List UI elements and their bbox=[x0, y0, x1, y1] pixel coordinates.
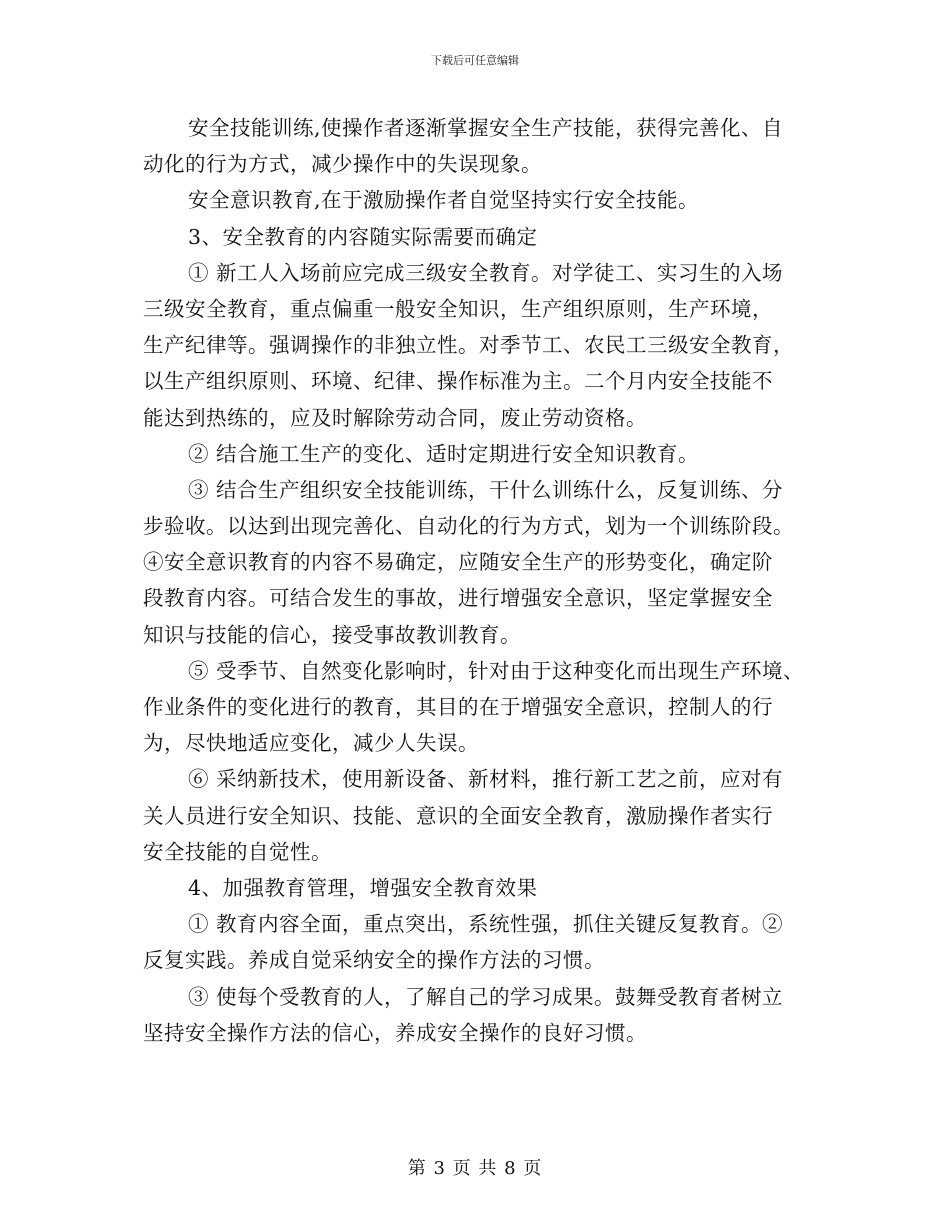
text-line: ② 结合施工生产的变化、适时定期进行安全知识教育。 bbox=[188, 441, 700, 466]
text-line: 安全技能的自觉性。 bbox=[143, 839, 332, 864]
text-line: 知识与技能的信心，接受事故教训教育。 bbox=[143, 622, 521, 647]
text-line: 反复实践。养成自觉采纳安全的操作方法的习惯。 bbox=[143, 948, 605, 973]
text-line: ① 教育内容全面，重点突出，系统性强，抓住关键反复教育。② bbox=[188, 912, 784, 937]
text-line: ③ 使每个受教育的人，了解自己的学习成果。鼓舞受教育者树立 bbox=[188, 984, 784, 1009]
text-line: 段教育内容。可结合发生的事故，进行增强安全意识，坚定掌握安全 bbox=[143, 586, 773, 611]
text-line: 4、加强教育管理，增强安全教育效果 bbox=[188, 875, 538, 900]
text-line: ③ 结合生产组织安全技能训练，干什么训练什么，反复训练、分 bbox=[188, 477, 784, 502]
text-line: ⑤ 受季节、自然变化影响时，针对由于这种变化而出现生产环境、 bbox=[188, 658, 805, 683]
text-line: 关人员进行安全知识、技能、意识的全面安全教育，激励操作者实行 bbox=[143, 803, 773, 828]
text-line: 步验收。以达到出现完善化、自动化的行为方式，划为一个训练阶段。 bbox=[143, 514, 794, 539]
text-line: ⑥ 采纳新技术，使用新设备、新材料，推行新工艺之前，应对有 bbox=[188, 767, 784, 792]
text-line: 3、安全教育的内容随实际需要而确定 bbox=[188, 224, 538, 249]
text-line: 能达到热练的，应及时解除劳动合同，废止劳动资格。 bbox=[143, 405, 647, 430]
text-line: ① 新工人入场前应完成三级安全教育。对学徒工、实习生的入场 bbox=[188, 260, 784, 285]
text-line: 安全意识教育,在于激励操作者自觉坚持实行安全技能。 bbox=[188, 188, 700, 213]
text-line: ④安全意识教育的内容不易确定，应随安全生产的形势变化，确定阶 bbox=[143, 550, 773, 575]
text-line: 为，尽快地适应变化，减少人失误。 bbox=[143, 731, 479, 756]
text-line: 生产纪律等。强调操作的非独立性。对季节工、农民工三级安全教育， bbox=[143, 333, 794, 358]
text-line: 以生产组织原则、环境、纪律、操作标准为主。二个月内安全技能不 bbox=[143, 369, 773, 394]
text-line: 坚持安全操作方法的信心，养成安全操作的良好习惯。 bbox=[143, 1020, 647, 1045]
text-line: 三级安全教育，重点偏重一般安全知识，生产组织原则，生产环境， bbox=[143, 296, 773, 321]
text-line: 动化的行为方式，减少操作中的失误现象。 bbox=[143, 152, 542, 177]
page-number-footer: 第 3 页 共 8 页 bbox=[407, 1158, 543, 1179]
page-header: 下载后可任意编辑 bbox=[431, 54, 519, 67]
text-line: 安全技能训练,使操作者逐渐掌握安全生产技能，获得完善化、自 bbox=[188, 116, 784, 140]
text-line: 作业条件的变化进行的教育，其目的在于增强安全意识，控制人的行 bbox=[143, 695, 773, 719]
document-body bbox=[143, 110, 823, 1051]
